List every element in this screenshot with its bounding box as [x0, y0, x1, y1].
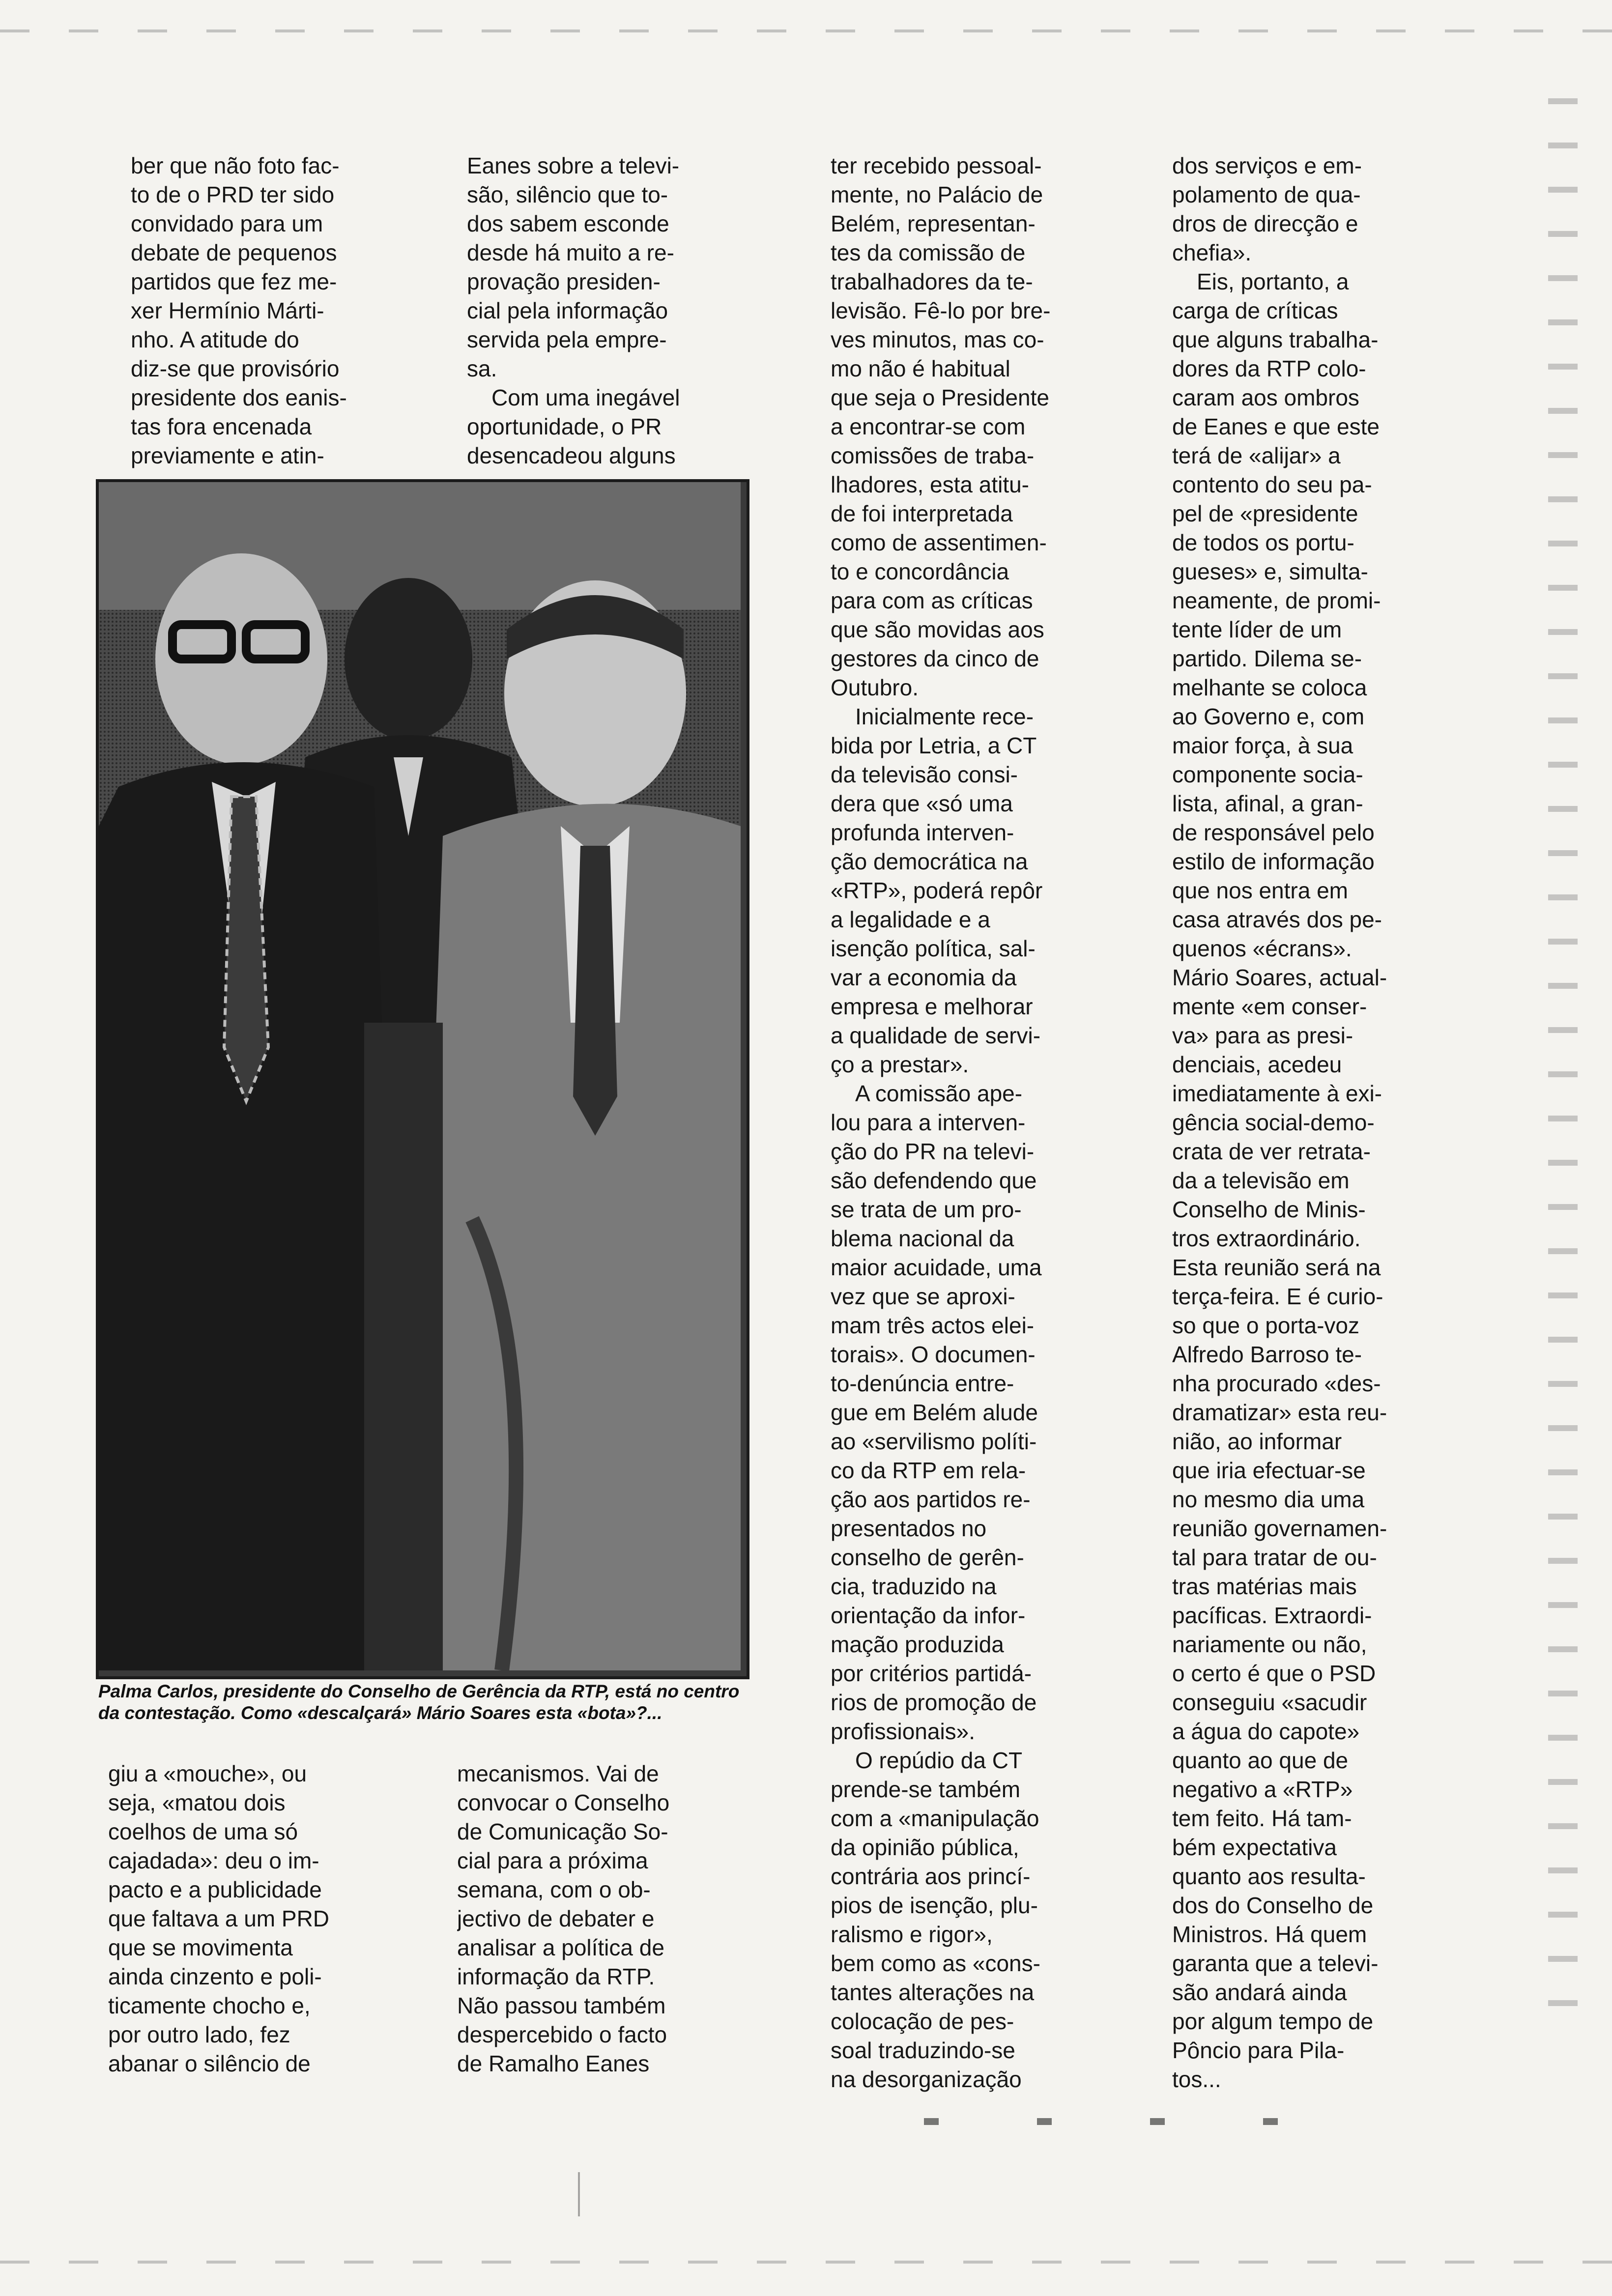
text-line: pacto e a publicidade	[108, 1877, 322, 1902]
text-line: tros extraordinário.	[1172, 1226, 1361, 1251]
text-line: lista, afinal, a gran-	[1172, 791, 1363, 816]
text-line: quenos «écrans».	[1172, 936, 1352, 961]
text-line: Esta reunião será na	[1172, 1255, 1381, 1280]
text-line: tantes alterações na	[831, 1980, 1035, 2005]
text-line: contrária aos princí-	[831, 1864, 1031, 1889]
text-line: caram aos ombros	[1172, 385, 1359, 410]
text-line: va» para as presi-	[1172, 1023, 1353, 1048]
text-line: são defendendo que	[831, 1168, 1037, 1193]
text-line: quanto aos resulta-	[1172, 1864, 1366, 1889]
text-line: gue em Belém alude	[831, 1400, 1038, 1425]
text-line: vez que se aproxi-	[831, 1284, 1015, 1309]
text-line: tras matérias mais	[1172, 1574, 1357, 1599]
text-line: rios de promoção de	[831, 1690, 1037, 1715]
column-4	[1172, 151, 1447, 2097]
text-line: terá de «alijar» a	[1172, 443, 1341, 468]
text-line: to de o PRD ter sido	[131, 182, 335, 207]
text-line: dos sabem esconde	[467, 211, 669, 236]
text-line: que faltava a um PRD	[108, 1906, 330, 1931]
text-line: mo não é habitual	[831, 356, 1010, 381]
text-line: com a «manipulação	[831, 1806, 1039, 1831]
text-line: so que o porta-voz	[1172, 1313, 1360, 1338]
text-line: Eanes sobre a televi-	[467, 153, 680, 178]
text-line: debate de pequenos	[131, 240, 337, 265]
text-line: de todos os portu-	[1172, 530, 1354, 555]
text-line: coelhos de uma só	[108, 1819, 298, 1844]
text-line: por algum tempo de	[1172, 2009, 1374, 2034]
text-line: maior força, à sua	[1172, 733, 1353, 758]
text-line: bém expectativa	[1172, 1835, 1337, 1860]
text-line: ção democrática na	[831, 849, 1028, 874]
text-line: Pôncio para Pila-	[1172, 2038, 1345, 2063]
text-line: ber que não foto fac-	[131, 153, 340, 178]
text-line: casa através dos pe-	[1172, 907, 1382, 932]
text-line: lhadores, esta atitu-	[831, 472, 1030, 497]
text-line: profunda interven-	[831, 820, 1014, 845]
text-line: xer Hermínio Márti-	[131, 298, 324, 323]
text-line: gestores da cinco de	[831, 646, 1039, 671]
text-line: seja, «matou dois	[108, 1790, 286, 1815]
bottom-print-marks	[924, 2118, 1366, 2125]
text-line: terça-feira. E é curio-	[1172, 1284, 1383, 1309]
text-line: a encontrar-se com	[831, 414, 1026, 439]
text-line: presentados no	[831, 1516, 987, 1541]
text-line: profissionais».	[831, 1719, 976, 1744]
text-line: dramatizar» esta reu-	[1172, 1400, 1387, 1425]
column-3	[831, 151, 1116, 2117]
text-line: maior acuidade, uma	[831, 1255, 1042, 1280]
text-line: Com uma inegável	[491, 385, 680, 410]
text-line: conselho de gerên-	[831, 1545, 1024, 1570]
text-line: to-denúncia entre-	[831, 1371, 1014, 1396]
text-line: orientação da infor-	[831, 1603, 1026, 1628]
text-line: oportunidade, o PR	[467, 414, 662, 439]
text-line: se trata de um pro-	[831, 1197, 1022, 1222]
text-line: provação presiden-	[467, 269, 661, 294]
text-line: cial para a próxima	[457, 1848, 648, 1873]
text-line: ção do PR na televi-	[831, 1139, 1035, 1164]
text-line: convocar o Conselho	[457, 1790, 670, 1815]
text-line: nião, ao informar	[1172, 1429, 1342, 1454]
bottom-scan-edge	[0, 2261, 1612, 2264]
text-line: cajadada»: deu o im-	[108, 1848, 319, 1873]
text-line: mente, no Palácio de	[831, 182, 1043, 207]
text-line: Mário Soares, actual-	[1172, 965, 1387, 990]
text-line: componente socia-	[1172, 762, 1363, 787]
text-line: dos do Conselho de	[1172, 1893, 1374, 1918]
text-line: que alguns trabalha-	[1172, 327, 1379, 352]
text-line: a legalidade e a	[831, 907, 990, 932]
text-line: Ministros. Há quem	[1172, 1922, 1367, 1947]
text-line: ção aos partidos re-	[831, 1487, 1031, 1512]
text-line: pios de isenção, plu-	[831, 1893, 1038, 1918]
text-line: denciais, acedeu	[1172, 1052, 1342, 1077]
text-line: jectivo de debater e	[457, 1906, 655, 1931]
text-line: negativo a «RTP»	[1172, 1777, 1353, 1802]
text-line: abanar o silêncio de	[108, 2051, 311, 2076]
top-scan-edge	[0, 29, 1612, 32]
text-line: nariamente ou não,	[1172, 1632, 1367, 1657]
text-line: previamente e atin-	[131, 443, 324, 468]
text-line: tal para tratar de ou-	[1172, 1545, 1377, 1570]
press-photo	[96, 479, 749, 1679]
text-line: «RTP», poderá repôr	[831, 878, 1043, 903]
text-line: neamente, de promi-	[1172, 588, 1381, 613]
text-line: bida por Letria, a CT	[831, 733, 1037, 758]
text-line: que se movimenta	[108, 1935, 293, 1960]
text-line: melhante se coloca	[1172, 675, 1367, 700]
text-line: comissões de traba-	[831, 443, 1035, 468]
text-line: por critérios partidá-	[831, 1661, 1032, 1686]
text-line: carga de críticas	[1172, 298, 1338, 323]
text-line: imediatamente à exi-	[1172, 1081, 1382, 1106]
text-line: de Ramalho Eanes	[457, 2051, 650, 2076]
right-margin-specks	[1548, 98, 1578, 2015]
text-line: que iria efectuar-se	[1172, 1458, 1366, 1483]
text-line: O repúdio da CT	[855, 1748, 1023, 1773]
text-line: levisão. Fê-lo por bre-	[831, 298, 1051, 323]
text-line: mecanismos. Vai de	[457, 1761, 659, 1786]
text-line: dera que «só uma	[831, 791, 1013, 816]
text-line: semana, com o ob-	[457, 1877, 651, 1902]
text-line: desencadeou alguns	[467, 443, 676, 468]
text-line: tem feito. Há tam-	[1172, 1806, 1352, 1831]
text-line: da opinião pública,	[831, 1835, 1019, 1860]
text-line: ter recebido pessoal-	[831, 153, 1042, 178]
text-line: de Eanes e que este	[1172, 414, 1380, 439]
column-1-bottom	[108, 1759, 383, 2103]
text-line: Conselho de Minis-	[1172, 1197, 1366, 1222]
text-line: que nos entra em	[1172, 878, 1349, 903]
text-line: bem como as «cons-	[831, 1951, 1040, 1976]
text-line: trabalhadores da te-	[831, 269, 1033, 294]
text-line: por outro lado, fez	[108, 2022, 290, 2047]
text-line: tente líder de um	[1172, 617, 1342, 642]
text-line: como de assentimen-	[831, 530, 1047, 555]
text-line: garanta que a televi-	[1172, 1951, 1379, 1976]
text-line: mente «em conser-	[1172, 994, 1367, 1019]
fold-mark	[578, 2172, 580, 2216]
column-2-bottom	[457, 1759, 732, 2103]
text-line: ves minutos, mas co-	[831, 327, 1044, 352]
text-line: Alfredo Barroso te-	[1172, 1342, 1362, 1367]
text-line: empresa e melhorar	[831, 994, 1033, 1019]
text-line: crata de ver retrata-	[1172, 1139, 1371, 1164]
text-line: cia, traduzido na	[831, 1574, 997, 1599]
text-line: contento do seu pa-	[1172, 472, 1372, 497]
text-line: Outubro.	[831, 675, 919, 700]
text-line: soal traduzindo-se	[831, 2038, 1015, 2063]
text-line: estilo de informação	[1172, 849, 1375, 874]
text-line: informação da RTP.	[457, 1964, 655, 1989]
text-line: servida pela empre-	[467, 327, 667, 352]
text-line: torais». O documen-	[831, 1342, 1036, 1367]
column-1-top	[131, 151, 408, 471]
text-line: gueses» e, simulta-	[1172, 559, 1368, 584]
text-line: são andará ainda	[1172, 1980, 1347, 2005]
text-line: to e concordância	[831, 559, 1009, 584]
text-line: blema nacional da	[831, 1226, 1014, 1251]
text-line: a água do capote»	[1172, 1719, 1360, 1744]
text-line: ainda cinzento e poli-	[108, 1964, 322, 1989]
text-line: giu a «mouche», ou	[108, 1761, 307, 1786]
column-2-top	[467, 151, 745, 471]
text-line: quanto ao que de	[1172, 1748, 1349, 1773]
text-line: despercebido o facto	[457, 2022, 667, 2047]
text-line: nho. A atitude do	[131, 327, 299, 352]
text-line: partidos que fez me-	[131, 269, 337, 294]
text-line: desde há muito a re-	[467, 240, 674, 265]
photo-caption: Palma Carlos, presidente do Conselho de Gerência da RTP, está no centro da contestação. Como «descalçará» Mário Soares esta «bota»?...	[98, 1681, 740, 1723]
text-line: prende-se também	[831, 1777, 1021, 1802]
text-line: ticamente chocho e,	[108, 1993, 311, 2018]
text-line: dros de direcção e	[1172, 211, 1358, 236]
text-line: partido. Dilema se-	[1172, 646, 1362, 671]
text-line: var a economia da	[831, 965, 1017, 990]
text-line: da a televisão em	[1172, 1168, 1350, 1193]
text-line: ço a prestar».	[831, 1052, 969, 1077]
text-line: cial pela informação	[467, 298, 668, 323]
text-line: colocação de pes-	[831, 2009, 1014, 2034]
text-line: polamento de qua-	[1172, 182, 1361, 207]
text-line: ralismo e rigor»,	[831, 1922, 993, 1947]
text-line: conseguiu «sacudir	[1172, 1690, 1367, 1715]
text-line: mação produzida	[831, 1632, 1004, 1657]
text-line: gência social-demo-	[1172, 1110, 1375, 1135]
text-line: Belém, representan-	[831, 211, 1036, 236]
text-line: a qualidade de servi-	[831, 1023, 1041, 1048]
text-line: na desorganização	[831, 2066, 1022, 2092]
text-line: de foi interpretada	[831, 501, 1013, 526]
text-line: sa.	[467, 356, 497, 381]
text-line: Eis, portanto, a	[1197, 269, 1349, 294]
text-line: lou para a interven-	[831, 1110, 1026, 1135]
text-line: Não passou também	[457, 1993, 666, 2018]
text-line: ao «servilismo políti-	[831, 1429, 1037, 1454]
text-line: para com as críticas	[831, 588, 1033, 613]
text-line: da televisão consi-	[831, 762, 1018, 787]
text-line: o certo é que o PSD	[1172, 1661, 1376, 1686]
text-line: analisar a política de	[457, 1935, 664, 1960]
text-line: isenção política, sal-	[831, 936, 1036, 961]
text-line: convidado para um	[131, 211, 323, 236]
text-line: reunião governamen-	[1172, 1516, 1387, 1541]
text-line: ao Governo e, com	[1172, 704, 1365, 729]
text-line: nha procurado «des-	[1172, 1371, 1381, 1396]
text-line: diz-se que provisório	[131, 356, 340, 381]
text-line: A comissão ape-	[855, 1081, 1023, 1106]
text-line: no mesmo dia uma	[1172, 1487, 1365, 1512]
text-line: dos serviços e em-	[1172, 153, 1362, 178]
text-line: co da RTP em rela-	[831, 1458, 1026, 1483]
text-line: Inicialmente rece-	[855, 704, 1034, 729]
text-line: pacíficas. Extraordi-	[1172, 1603, 1372, 1628]
text-line: tes da comissão de	[831, 240, 1026, 265]
text-line: pel de «presidente	[1172, 501, 1358, 526]
text-line: de Comunicação So-	[457, 1819, 668, 1844]
text-line: são, silêncio que to-	[467, 182, 668, 207]
text-line: presidente dos eanis-	[131, 385, 347, 410]
text-line: dores da RTP colo-	[1172, 356, 1366, 381]
text-line: que seja o Presidente	[831, 385, 1049, 410]
text-line: que são movidas aos	[831, 617, 1044, 642]
text-line: chefia».	[1172, 240, 1252, 265]
text-line: tas fora encenada	[131, 414, 312, 439]
text-line: mam três actos elei-	[831, 1313, 1035, 1338]
text-line: tos...	[1172, 2066, 1221, 2092]
text-line: de responsável pelo	[1172, 820, 1375, 845]
